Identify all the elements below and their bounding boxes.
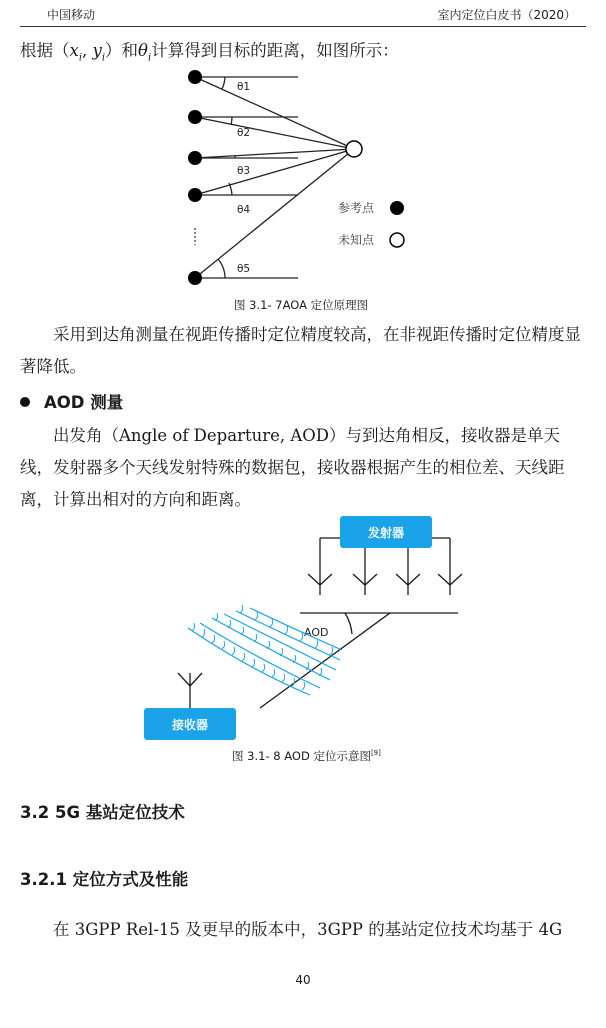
header-divider [20, 26, 586, 27]
receiver-label: 接收器 [171, 718, 209, 732]
reference-point [188, 110, 202, 124]
legend-reference-label: 参考点 [338, 201, 375, 215]
figure-caption-aod: 图 3.1- 8 AOD 定位示意图[9] [232, 749, 381, 763]
aoa-diagram [180, 70, 420, 295]
page-number: 40 [295, 973, 311, 987]
section-heading-3-2: 3.2 5G 基站定位技术 [20, 803, 185, 822]
legend-unknown-marker [390, 233, 404, 247]
reference-point [188, 188, 202, 202]
header-org: 中国移动 [47, 8, 96, 22]
section-heading-3-2-1: 3.2.1 定位方式及性能 [20, 870, 189, 889]
reference-point [188, 151, 202, 165]
angle-label: θ3 [237, 165, 251, 177]
header-doc-title: 室内定位白皮书（2020） [437, 8, 576, 22]
aod-angle-label: AOD [304, 626, 329, 639]
legend-reference-marker [390, 201, 404, 215]
angle-label: θ5 [237, 263, 251, 275]
paragraph-aod: 出发角（Angle of Departure, AOD）与到达角相反，接收器是单天线，发射器多个天线发射特殊的数据包，接收器根据产生的相位差、天线距离，计算出相对的方向和距离。 [20, 426, 565, 509]
bullet-dot [20, 397, 30, 407]
unknown-point [346, 141, 362, 157]
intro-paragraph: 根据（$x_i$, $y_i$）和$\theta_i$计算得到目标的距离，如图所示： [20, 41, 399, 64]
bullet-aod: AOD 测量 [20, 389, 123, 413]
angle-label: θ1 [237, 81, 251, 93]
transmitter-label: 发射器 [367, 526, 405, 540]
paragraph-aoa-accuracy: 采用到达角测量在视距传播时定位精度较高，在非视距传播时定位精度显著降低。 [20, 325, 581, 376]
figure-caption-aoa: 图 3.1- 7AOA 定位原理图 [234, 298, 369, 312]
aod-diagram [140, 510, 470, 750]
legend-unknown-label: 未知点 [338, 233, 375, 247]
reference-point [188, 271, 202, 285]
paragraph-rel15: 在 3GPP Rel-15 及更早的版本中，3GPP 的基站定位技术均基于 4G [53, 920, 563, 939]
angle-label: θ2 [237, 127, 251, 139]
angle-label: θ4 [237, 204, 251, 216]
reference-point [188, 70, 202, 84]
